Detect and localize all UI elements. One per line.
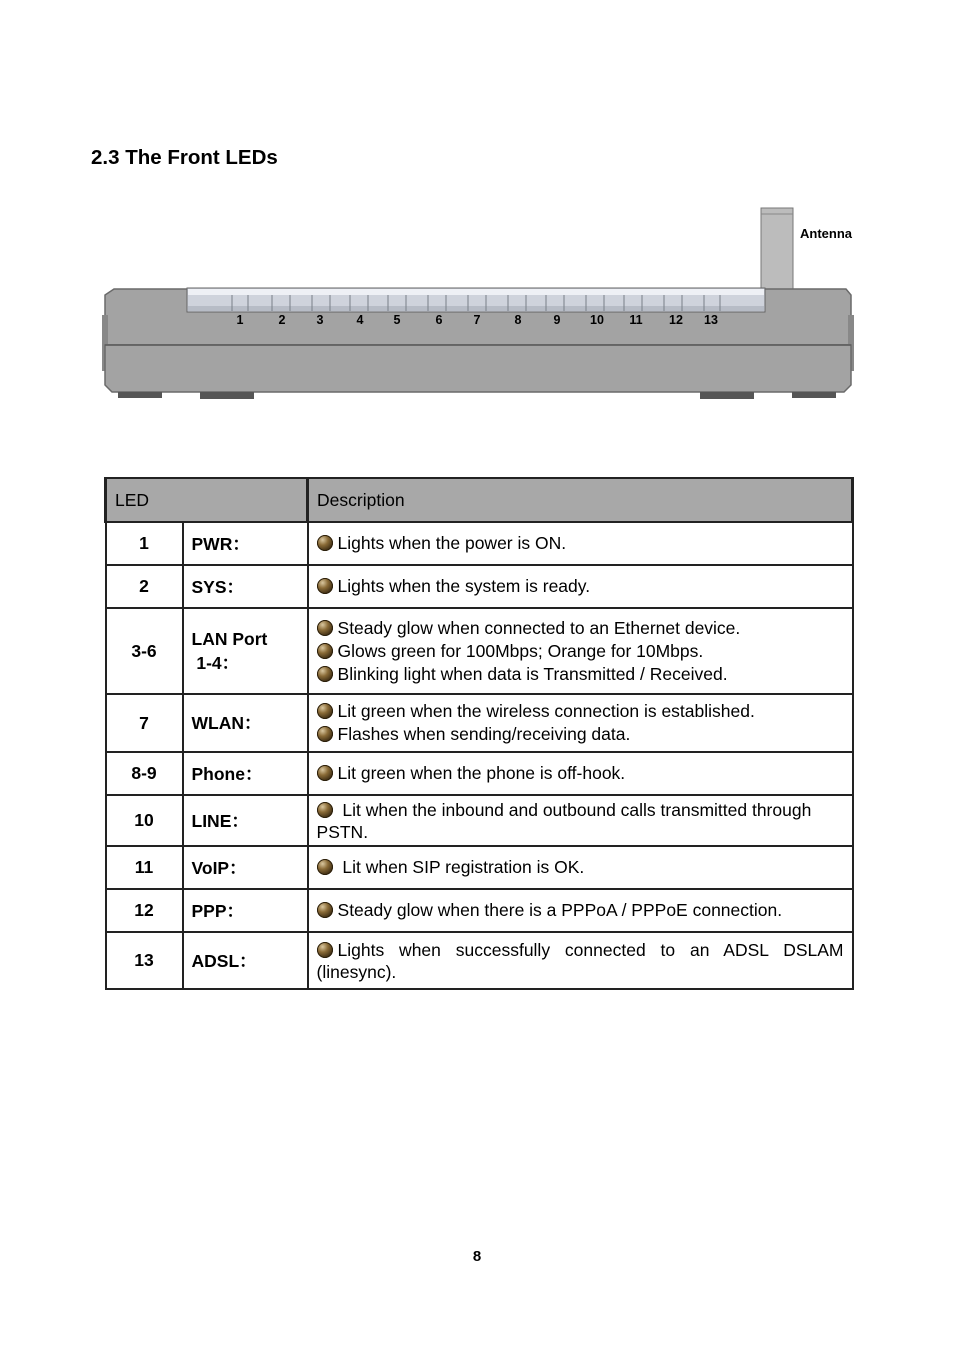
led-name: PPP： — [183, 889, 308, 932]
table-row — [106, 932, 853, 989]
table-header-row — [106, 478, 853, 522]
led-bullet-icon — [317, 666, 333, 682]
led-bullet-icon — [317, 703, 333, 719]
led-description: Lit when SIP registration is OK. — [308, 846, 853, 889]
table-row — [106, 889, 853, 932]
led-bullet-icon — [317, 859, 333, 875]
section-title: 2.3 The Front LEDs — [91, 146, 278, 169]
table-row — [106, 846, 853, 889]
led-bullet-icon — [317, 535, 333, 551]
page-number: 8 — [472, 1248, 482, 1265]
led-number-4: 4 — [356, 313, 364, 327]
led-bullet-icon — [317, 643, 333, 659]
router-front-illustration — [100, 205, 856, 405]
led-name: Phone： — [183, 752, 308, 795]
led-number: 13 — [106, 932, 183, 989]
led-name: LAN Port 1-4： — [183, 608, 308, 694]
led-name: SYS： — [183, 565, 308, 608]
led-description: Lights when the power is ON. — [308, 522, 853, 565]
led-description-table — [104, 477, 854, 990]
table-row — [106, 795, 853, 846]
led-number: 10 — [106, 795, 183, 846]
led-number: 2 — [106, 565, 183, 608]
table-row — [106, 608, 853, 694]
led-description: Lights when the system is ready. — [308, 565, 853, 608]
led-number-2: 2 — [278, 313, 286, 327]
led-name: VoIP： — [183, 846, 308, 889]
led-number: 12 — [106, 889, 183, 932]
led-description: Lights when successfully connected to an ADSL DSLAM (linesync). — [308, 932, 853, 989]
led-description: Steady glow when there is a PPPoA / PPPoE connection. — [308, 889, 853, 932]
led-description: Lit green when the wireless connection is established. Flashes when sending/receiving data. — [308, 694, 853, 752]
led-bullet-icon — [317, 765, 333, 781]
led-bullet-icon — [317, 802, 333, 818]
led-number-11: 11 — [629, 313, 643, 327]
led-number-6: 6 — [435, 313, 443, 327]
led-number: 11 — [106, 846, 183, 889]
led-bullet-icon — [317, 726, 333, 742]
led-number: 3-6 — [106, 608, 183, 694]
led-number: 1 — [106, 522, 183, 565]
led-name: ADSL： — [183, 932, 308, 989]
led-description: Steady glow when connected to an Ethernet device. Glows green for 100Mbps; Orange for 10Mbps. Blinking light when data is Transmitted / Received. — [308, 608, 853, 694]
led-number-10: 10 — [590, 313, 604, 327]
table-row — [106, 522, 853, 565]
table-row — [106, 752, 853, 795]
led-number: 8-9 — [106, 752, 183, 795]
led-bullet-icon — [317, 578, 333, 594]
antenna-label: Antenna — [800, 226, 852, 241]
led-number-13: 13 — [704, 313, 718, 327]
header-description: Description — [308, 478, 853, 522]
led-number-9: 9 — [553, 313, 561, 327]
led-number-12: 12 — [669, 313, 683, 327]
led-number-7: 7 — [473, 313, 481, 327]
led-bullet-icon — [317, 902, 333, 918]
led-number: 7 — [106, 694, 183, 752]
led-name: LINE： — [183, 795, 308, 846]
led-description: Lit green when the phone is off-hook. — [308, 752, 853, 795]
led-name: PWR： — [183, 522, 308, 565]
table-row — [106, 694, 853, 752]
led-name: WLAN： — [183, 694, 308, 752]
led-description: Lit when the inbound and outbound calls transmitted through PSTN. — [308, 795, 853, 846]
led-bullet-icon — [317, 620, 333, 636]
led-number-8: 8 — [514, 313, 522, 327]
led-number-5: 5 — [393, 313, 401, 327]
led-bullet-icon — [317, 942, 333, 958]
led-number-1: 1 — [236, 313, 244, 327]
led-number-3: 3 — [316, 313, 324, 327]
header-led: LED — [106, 478, 308, 522]
table-row — [106, 565, 853, 608]
